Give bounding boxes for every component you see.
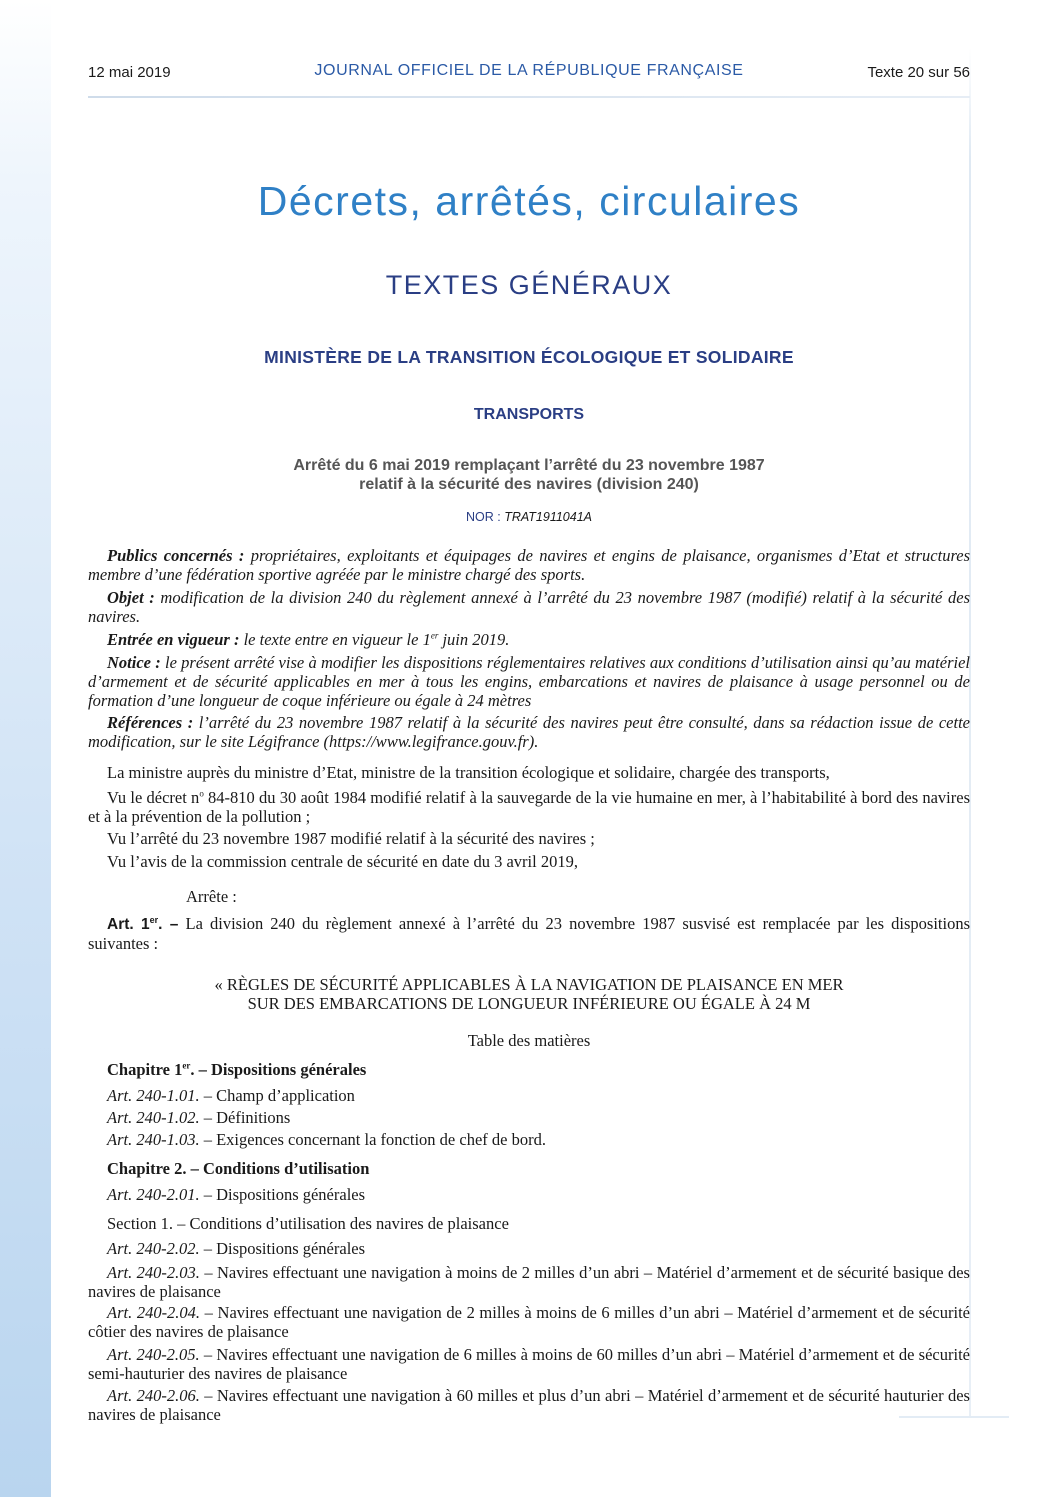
toc-item-text: – Navires effectuant une navigation de 2 milles à moins de 6 milles d’un abri – Matériel d’armement et de sécurité côtier des navires de plaisance xyxy=(88,1303,970,1341)
entree-text-b: juin 2019. xyxy=(438,630,510,649)
article-1-label-b: . – xyxy=(158,916,179,933)
visa-arrete: Vu l’arrêté du 23 novembre 1987 modifié relatif à la sécurité des navires ; xyxy=(107,829,595,848)
chapter-1-sup: er xyxy=(182,1060,191,1071)
visa-decret xyxy=(88,788,970,826)
section-heading: TRANSPORTS xyxy=(473,406,585,423)
toc-item xyxy=(88,1086,970,1105)
toc-item-ref: Art. 240-2.05. xyxy=(107,1345,200,1364)
notice-text: le présent arrêté vise à modifier les dispositions réglementaires relatives aux conditions d’utilisation ainsi qu’au matériel d’armement et de sécurité applicables en mer à tous les engins, embarcations et navires de plaisance à usage personnel ou de formation d’une longueur de coque inférieure ou égale à 24 mètres xyxy=(88,653,970,710)
chapter-1-heading xyxy=(88,1060,970,1079)
objet-text: modification de la division 240 du règlement annexé à l’arrêté du 23 novembre 1987 (modifié) relatif à la sécurité des navires. xyxy=(88,588,971,626)
toc-title: Table des matières xyxy=(467,1031,591,1050)
references-text: l’arrêté du 23 novembre 1987 relatif à la sécurité des navires peut être consulté, dans sa rédaction issue de cette modification, sur le site Légifrance (https://www.legifrance.gouv.fr). xyxy=(88,713,970,751)
toc-item-text: – Navires effectuant une navigation à 60 milles et plus d’un abri – Matériel d’armement et de sécurité hauturier des navires de plaisance xyxy=(88,1386,970,1424)
toc-item-ref: Art. 240-2.01. xyxy=(107,1185,200,1204)
visa-avis: Vu l’avis de la commission centrale de sécurité en date du 3 avril 2019, xyxy=(107,852,578,871)
rules-title-line2: SUR DES EMBARCATIONS DE LONGUEUR INFÉRIEURE OU ÉGALE À 24 M xyxy=(247,994,811,1013)
summary-publics xyxy=(88,546,970,584)
toc-item-text: – Définitions xyxy=(199,1108,291,1127)
subtitle: TEXTES GÉNÉRAUX xyxy=(385,270,673,300)
page-sidebar-band xyxy=(0,0,51,1497)
nor-label: NOR : xyxy=(466,510,505,524)
toc-item-ref: Art. 240-2.02. xyxy=(107,1239,200,1258)
entree-label: Entrée en vigueur : xyxy=(107,630,240,649)
toc-item-text: – Exigences concernant la fonction de chef de bord. xyxy=(199,1130,546,1149)
references-label: Références : xyxy=(107,713,194,732)
publics-label: Publics concernés : xyxy=(107,546,245,565)
toc-item-ref: Art. 240-1.03. xyxy=(107,1130,200,1149)
toc-item xyxy=(88,1185,970,1204)
toc-item xyxy=(88,1345,970,1383)
toc-item-ref: Art. 240-2.04. xyxy=(107,1303,201,1322)
objet-label: Objet : xyxy=(107,588,155,607)
toc-item-text: – Champ d’application xyxy=(199,1086,355,1105)
summary-objet xyxy=(88,588,970,626)
decree-title-line2: relatif à la sécurité des navires (division 240) xyxy=(359,476,699,493)
toc-item-text: – Navires effectuant une navigation de 6 milles à moins de 60 milles d’un abri – Matériel d’armement et de sécurité semi-hauturier des navires de plaisance xyxy=(88,1345,970,1383)
nor-code: TRAT1911041A xyxy=(504,510,592,524)
toc-item-ref: Art. 240-1.02. xyxy=(107,1108,200,1127)
article-1 xyxy=(88,914,970,953)
vu1-b: 84-810 du 30 août 1984 modifié relatif à la sauvegarde de la vie humaine en mer, à l’habitabilité à bord des navires et à la prévention de la pollution ; xyxy=(88,788,970,826)
chapter-1-b: . – Dispositions générales xyxy=(190,1060,367,1079)
summary-entree xyxy=(88,630,970,649)
toc-item-text: – Dispositions générales xyxy=(199,1239,366,1258)
toc-item-ref: Art. 240-2.03. xyxy=(107,1263,200,1282)
chapter-2-heading: Chapitre 2. – Conditions d’utilisation xyxy=(107,1159,370,1178)
toc-item xyxy=(88,1130,970,1149)
header-divider xyxy=(88,96,970,98)
chapter-1-a: Chapitre 1 xyxy=(107,1060,183,1079)
article-1-sup: er xyxy=(149,914,159,925)
entree-sup: er xyxy=(430,630,439,641)
notice-label: Notice : xyxy=(107,653,161,672)
rules-title xyxy=(88,975,970,1013)
toc-item xyxy=(88,1263,970,1301)
toc-item-text: – Navires effectuant une navigation à moins de 2 milles d’un abri – Matériel d’armement et de sécurité basique des navires de plaisance xyxy=(88,1263,970,1301)
toc-item-ref: Art. 240-1.01. xyxy=(107,1086,200,1105)
summary-notice xyxy=(88,653,970,710)
article-1-label-a: Art. 1 xyxy=(107,916,150,933)
toc-item-text: – Dispositions générales xyxy=(199,1185,366,1204)
main-title: Décrets, arrêtés, circulaires xyxy=(257,178,801,224)
article-1-text: La division 240 du règlement annexé à l’arrêté du 23 novembre 1987 susvisé est remplacée par les dispositions suivantes : xyxy=(88,914,971,953)
section-1-heading: Section 1. – Conditions d’utilisation des navires de plaisance xyxy=(107,1214,509,1233)
toc-item xyxy=(88,1303,970,1341)
toc-item xyxy=(88,1386,970,1424)
vu1-a: Vu le décret n xyxy=(107,788,200,807)
vu1-sup: o xyxy=(199,788,204,799)
header-journal-title: JOURNAL OFFICIEL DE LA RÉPUBLIQUE FRANÇAISE xyxy=(314,62,744,79)
toc-item xyxy=(88,1108,970,1127)
visa-ministre: La ministre auprès du ministre d’Etat, ministre de la transition écologique et solidaire, chargée des transports, xyxy=(107,763,830,782)
decree-title-line1: Arrêté du 6 mai 2019 remplaçant l’arrêté du 23 novembre 1987 xyxy=(293,457,765,474)
nor-reference xyxy=(88,510,970,524)
header-page-ref: Texte 20 sur 56 xyxy=(867,64,970,81)
summary-references xyxy=(88,713,970,751)
publics-text: propriétaires, exploitants et équipages de navires et engins de plaisance, organismes d’Etat et structures membre d’une fédération sportive agréée par le ministre chargé des sports. xyxy=(88,546,971,584)
page-header xyxy=(88,62,970,86)
header-date: 12 mai 2019 xyxy=(88,64,171,81)
ministry-heading: MINISTÈRE DE LA TRANSITION ÉCOLOGIQUE ET SOLIDAIRE xyxy=(264,347,794,367)
decree-title xyxy=(88,456,970,494)
toc-item-ref: Art. 240-2.06. xyxy=(107,1386,200,1405)
toc-item xyxy=(88,1239,970,1258)
rules-title-line1: « RÈGLES DE SÉCURITÉ APPLICABLES À LA NAVIGATION DE PLAISANCE EN MER xyxy=(214,975,844,994)
arrete-word: Arrête : xyxy=(186,887,237,906)
article-1-label xyxy=(107,916,178,933)
entree-text-a: le texte entre en vigueur le 1 xyxy=(239,630,431,649)
